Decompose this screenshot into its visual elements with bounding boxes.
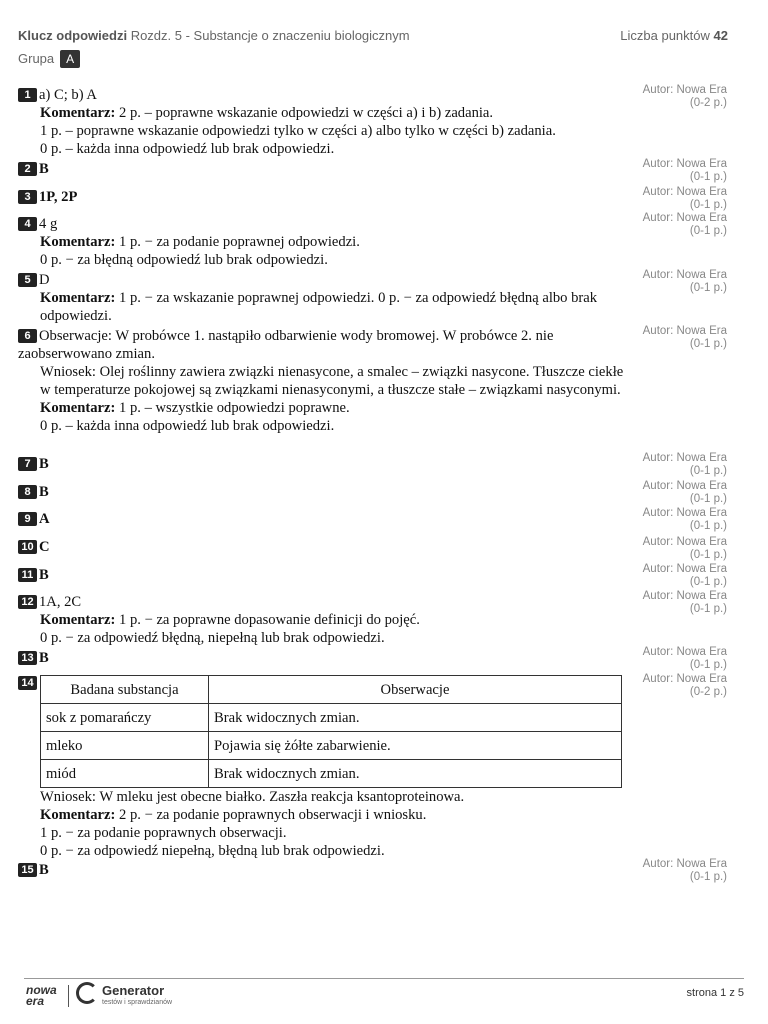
author-info — [643, 480, 727, 506]
comment-extra: 0 p. − za odpowiedź niepełną, błędną lub brak odpowiedzi. — [40, 843, 385, 859]
author-info — [643, 507, 727, 533]
author-info — [643, 646, 727, 672]
points-range: (0-1 p.) — [689, 659, 727, 671]
question-number: 4 — [18, 217, 37, 231]
comment-extra: 0 p. − za błędną odpowiedź lub brak odpowiedzi. — [40, 252, 328, 268]
answer: B — [39, 567, 49, 583]
question-8 — [18, 483, 628, 501]
logo-era-text: era — [26, 994, 45, 1008]
comment-extra: 0 p. − za odpowiedź błędną, niepełną lub brak odpowiedzi. — [40, 630, 385, 646]
author: Autor: Nowa Era — [642, 536, 727, 548]
question-3 — [18, 188, 628, 206]
author: Autor: Nowa Era — [642, 158, 727, 170]
question-number: 9 — [18, 512, 37, 526]
question-number: 13 — [18, 651, 37, 665]
answer: 1A, 2C — [39, 594, 82, 610]
group-badge: A — [60, 50, 80, 68]
author: Autor: Nowa Era — [642, 480, 727, 492]
author: Autor: Nowa Era — [642, 269, 727, 281]
comment-label: Komentarz: — [40, 290, 116, 306]
observation-table — [40, 675, 622, 788]
author-info — [643, 673, 727, 699]
author: Autor: Nowa Era — [642, 563, 727, 575]
generator-logo-text: Generator — [102, 983, 165, 998]
question-number: 5 — [18, 273, 37, 287]
comment-extra: 1 p. − za podanie poprawnych obserwacji. — [40, 825, 287, 841]
question-6 — [18, 327, 628, 435]
logo-nowa-text: nowa — [26, 983, 57, 997]
comment-label: Komentarz: — [40, 807, 116, 823]
points-range: (0-1 p.) — [689, 493, 727, 505]
author-info — [643, 269, 727, 295]
points-range: (0-1 p.) — [689, 576, 727, 588]
question-13 — [18, 649, 628, 667]
author: Autor: Nowa Era — [642, 673, 727, 685]
answer: B — [39, 161, 49, 177]
points-range: (0-1 p.) — [689, 520, 727, 532]
answer: C — [39, 539, 50, 555]
answer: A — [39, 511, 50, 527]
conclusion: Wniosek: Olej roślinny zawiera związki nienasycone, a smalec – związki nasycone. Tłuszcze ciekłe w temperaturze pokojowej są związkami nienasyconymi, a tłuszcze stałe – związkami nasyconymi. — [40, 364, 624, 398]
conclusion: Wniosek: W mleku jest obecne białko. Zaszła reakcja ksantoproteinowa. — [40, 789, 465, 805]
author: Autor: Nowa Era — [642, 507, 727, 519]
comment — [40, 806, 628, 824]
question-10 — [18, 538, 628, 556]
points-range: (0-2 p.) — [689, 686, 727, 698]
points-range: (0-1 p.) — [689, 603, 727, 615]
comment — [40, 399, 628, 417]
question-12 — [18, 593, 628, 647]
nowa-era-logo — [26, 985, 57, 1007]
question-number: 2 — [18, 162, 37, 176]
question-number: 15 — [18, 863, 37, 877]
author: Autor: Nowa Era — [642, 84, 727, 96]
table-header: Obserwacje — [209, 676, 622, 704]
answer: B — [39, 862, 49, 878]
question-number: 1 — [18, 88, 37, 102]
question-15 — [18, 861, 628, 879]
author: Autor: Nowa Era — [642, 452, 727, 464]
logo-separator — [68, 985, 69, 1007]
question-number: 14 — [18, 676, 37, 690]
answer: B — [39, 484, 49, 500]
doc-title: Klucz odpowiedzi — [18, 28, 128, 43]
author-info — [643, 590, 727, 616]
points-range: (0-1 p.) — [689, 199, 727, 211]
question-5 — [18, 271, 628, 325]
question-7 — [18, 455, 628, 473]
table-cell: Pojawia się żółte zabarwienie. — [209, 732, 622, 760]
author: Autor: Nowa Era — [642, 212, 727, 224]
table-row — [41, 760, 622, 788]
table-cell: Brak widocznych zmian. — [209, 760, 622, 788]
answer: B — [39, 650, 49, 666]
comment-text: 1 p. – wszystkie odpowiedzi poprawne. — [119, 400, 350, 416]
question-9 — [18, 510, 628, 528]
author: Autor: Nowa Era — [642, 858, 727, 870]
page-footer — [24, 978, 744, 1019]
comment-text: 2 p. − za podanie poprawnych obserwacji i wniosku. — [119, 807, 427, 823]
question-number: 12 — [18, 595, 37, 609]
answer: 4 g — [39, 216, 58, 232]
table-cell: mleko — [41, 732, 209, 760]
table-cell: sok z pomarańczy — [41, 704, 209, 732]
question-number: 6 — [18, 329, 37, 343]
question-4 — [18, 215, 628, 269]
answer: B — [39, 456, 49, 472]
comment-extra: 0 p. – każda inna odpowiedź lub brak odpowiedzi. — [40, 141, 335, 157]
question-number: 7 — [18, 457, 37, 471]
points-range: (0-1 p.) — [689, 465, 727, 477]
points-range: (0-1 p.) — [689, 282, 727, 294]
author-info — [643, 186, 727, 212]
author-info — [643, 212, 727, 238]
comment-label: Komentarz: — [40, 234, 116, 250]
points-range: (0-1 p.) — [689, 549, 727, 561]
table-row — [41, 704, 622, 732]
comment-label: Komentarz: — [40, 612, 116, 628]
group-indicator — [18, 50, 80, 68]
points-range: (0-1 p.) — [689, 338, 727, 350]
table-header-row — [41, 676, 622, 704]
author-info — [643, 563, 727, 589]
question-1 — [18, 86, 628, 158]
generator-logo-subtitle: testów i sprawdzianów — [102, 999, 173, 1006]
author-info — [643, 84, 727, 110]
page-number: strona 1 z 5 — [686, 987, 744, 999]
question-11 — [18, 566, 628, 584]
comment-label: Komentarz: — [40, 105, 116, 121]
author-info — [643, 536, 727, 562]
author: Autor: Nowa Era — [642, 186, 727, 198]
table-cell: miód — [41, 760, 209, 788]
generator-logo-icon — [76, 982, 98, 1004]
comment — [40, 289, 628, 325]
group-label: Grupa — [18, 51, 55, 66]
comment-label: Komentarz: — [40, 400, 116, 416]
table-row — [41, 732, 622, 760]
points-range: (0-2 p.) — [689, 97, 727, 109]
comment-extra: 0 p. – każda inna odpowiedź lub brak odpowiedzi. — [40, 418, 335, 434]
author-info — [643, 325, 727, 351]
author: Autor: Nowa Era — [642, 590, 727, 602]
points-value: 42 — [713, 28, 728, 43]
page-header — [18, 28, 728, 43]
question-14 — [18, 675, 628, 860]
question-number: 11 — [18, 568, 37, 582]
points-range: (0-1 p.) — [689, 225, 727, 237]
question-2 — [18, 160, 628, 178]
question-number: 3 — [18, 190, 37, 204]
doc-subtitle: Rozdz. 5 - Substancje o znaczeniu biologicznym — [130, 28, 410, 43]
comment-text: 1 p. − za poprawne dopasowanie definicji do pojęć. — [119, 612, 420, 628]
comment-text: 2 p. – poprawne wskazanie odpowiedzi w części a) i b) zadania. — [119, 105, 494, 121]
points-total — [620, 28, 728, 43]
answer: a) C; b) A — [39, 87, 97, 103]
question-number: 10 — [18, 540, 37, 554]
points-label: Liczba punktów — [620, 28, 710, 43]
comment — [40, 611, 628, 629]
comment-text: 1 p. − za wskazanie poprawnej odpowiedzi. 0 p. − za odpowiedź błędną albo brak odpowiedzi. — [40, 290, 598, 324]
points-range: (0-1 p.) — [689, 871, 727, 883]
author-info — [643, 158, 727, 184]
author: Autor: Nowa Era — [642, 325, 727, 337]
observation: Obserwacje: W probówce 1. nastąpiło odbarwienie wody bromowej. W probówce 2. nie zaobserwowano zmian. — [18, 328, 554, 362]
table-header: Badana substancja — [41, 676, 209, 704]
answer: D — [39, 272, 50, 288]
comment — [40, 104, 628, 122]
author-info — [643, 858, 727, 884]
answer: 1P, 2P — [39, 189, 78, 205]
table-cell: Brak widocznych zmian. — [209, 704, 622, 732]
comment — [40, 233, 628, 251]
comment-text: 1 p. − za podanie poprawnej odpowiedzi. — [119, 234, 360, 250]
author: Autor: Nowa Era — [642, 646, 727, 658]
comment-extra: 1 p. – poprawne wskazanie odpowiedzi tylko w części a) albo tylko w części b) zadania. — [40, 123, 556, 139]
author-info — [643, 452, 727, 478]
points-range: (0-1 p.) — [689, 171, 727, 183]
question-number: 8 — [18, 485, 37, 499]
